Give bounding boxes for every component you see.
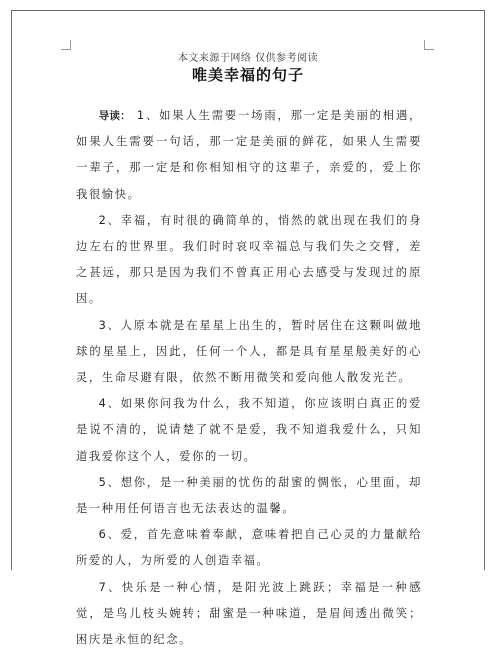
paragraph-7: 7、快乐是一种心情，是阳光波上跳跃；幸福是一种感觉，是鸟儿枝头婉转；甜蜜是一种味道，是眉间透出微笑；困庆是永恒的纪念。 [76, 580, 422, 647]
paragraph-2: 2、幸福，有时很的确简单的，悄然的就出现在我们的身边左右的世界里。我们时时哀叹幸福总与我们失之交臂，差之甚远，那只是因为我们不曾真正用心去感受与发现过的原因。 [76, 213, 422, 306]
paragraph-text: 1、如果人生需要一场雨，那一定是美丽的相遇，如果人生需要一句话，那一定是美丽的鲜花，如果人生需要一辈子，那一定是和你相知相守的这辈子，亲爱的，爱上你我很愉快。 [76, 109, 423, 201]
document-body [76, 103, 422, 653]
paragraph-5: 5、想你，是一种美丽的忧伤的甜蜜的惆怅，心里面，却是一种用任何语言也无法表达的温馨。 [76, 475, 422, 516]
document-title: 唯美幸福的句子 [191, 66, 304, 84]
paragraph-3: 3、人原本就是在星星上出生的，暂时居住在这颗叫做地球的星星上，因此，任何一个人，都是具有星星般美好的心灵，生命尽避有限，依然不断用微笑和爱向他人散发光芒。 [76, 318, 422, 385]
paragraph-4: 4、如果你问我为什么，我不知道，你应该明白真正的爱是说不清的，说请楚了就不是爱，我不知道我爱什么，只知道我爱你这个人，爱你的一切。 [76, 397, 422, 463]
paragraph-1 [76, 103, 422, 208]
source-note: 本文来源于网络 仅供参考阅读 [177, 53, 319, 64]
lead-label: 导读： [98, 110, 131, 122]
paragraph-6: 6、爱，首先意味着奉献，意味着把自己心灵的力量献给所爱的人，为所爱的人创造幸福。 [76, 528, 422, 568]
